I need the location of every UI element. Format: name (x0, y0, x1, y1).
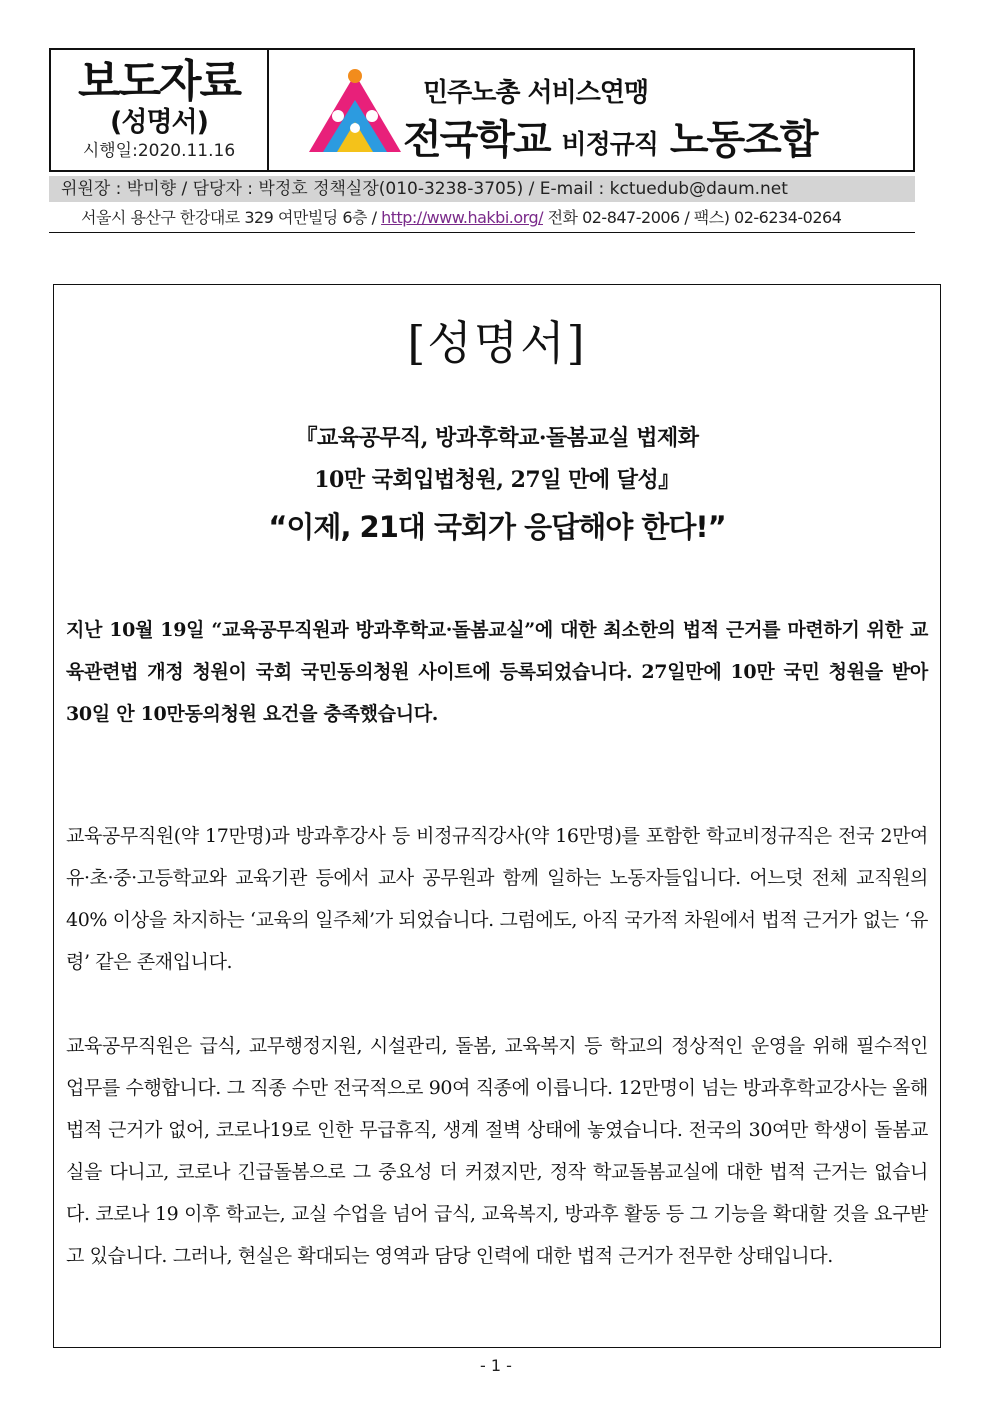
address-bar (49, 205, 915, 233)
union-name-part-3: 노동조합 (669, 117, 817, 163)
press-release-title: 보도자료 (77, 56, 240, 107)
statement-headline-quote: “이제, 21대 국회가 응답해야 한다!” (268, 510, 726, 544)
press-release-date: 시행일:2020.11.16 (82, 141, 236, 161)
union-federation-name: 민주노총 서비스연맹 (423, 78, 649, 108)
paragraph-2: 교육공무직원(약 17만명)과 방과후강사 등 비정규직강사(약 16만명)를 포함한 학교비정규직은 전국 2만여 유·초·중·고등학교와 교육기관 등에서 교사 공무원과 함께 일하는 노동자들입니다. 어느덧 전체 교직원의 40% 이상을 차지하는 ‘교육의 일주체’가 되었습니다. 그럼에도, 아직 국가적 차원에서 법적 근거가 없는 ‘유령’ 같은 존재입니다. (66, 825, 928, 973)
website-link[interactable]: http://www.hakbi.org/ (381, 208, 543, 227)
header-box (49, 48, 915, 172)
union-name-part-2: 비정규직 (561, 130, 658, 160)
union-logo-icon (305, 66, 405, 156)
phone-fax-text: 전화 02-847-2006 / 팩스) 02-6234-0264 (542, 208, 842, 227)
statement-subtitle-line-1: 『교육공무직, 방과후학교·돌봄교실 법제화 (295, 425, 699, 451)
union-logo-panel (269, 50, 913, 170)
union-name (403, 108, 816, 165)
press-label-panel (51, 50, 269, 170)
statement-title: [성명서] (407, 316, 587, 370)
contact-bar: 위원장 : 박미향 / 담당자 : 박정호 정책실장(010-3238-3705) / E-mail : kctuedub@daum.net (49, 176, 915, 202)
paragraph-1: 지난 10월 19일 “교육공무직원과 방과후학교·돌봄교실”에 대한 최소한의 법적 근거를 마련하기 위한 교육관련법 개정 청원이 국회 국민동의청원 사이트에 등록되었습니다. 27일만에 10만 국민 청원을 받아 30일 안 10만동의청원 요건을 충족했습니다. (66, 619, 928, 725)
union-name-part-1: 전국학교 (403, 117, 550, 163)
statement-box (53, 284, 941, 1348)
paragraph-3: 교육공무직원은 급식, 교무행정지원, 시설관리, 돌봄, 교육복지 등 학교의 정상적인 운영을 위해 필수적인 업무를 수행합니다. 그 직종 수만 전국적으로 90여 직종에 이릅니다. 12만명이 넘는 방과후학교강사는 올해 법적 근거가 없어, 코로나19로 인한 무급휴직, 생계 절벽 상태에 놓였습니다. 전국의 30여만 학생이 돌봄교실을 다니고, 코로나 긴급돌봄으로 그 중요성 더 커졌지만, 정작 학교돌봄교실에 대한 법적 근거는 없습니다. 코로나 19 이후 학교는, 교실 수업을 넘어 급식, 교육복지, 방과후 활동 등 그 기능을 확대할 것을 요구받고 있습니다. 그러나, 현실은 확대되는 영역과 담당 인력에 대한 법적 근거가 전무한 상태입니다. (66, 1035, 928, 1267)
page-number: - 1 - (480, 1356, 512, 1375)
address-text: 서울시 용산구 한강대로 329 여만빌딩 6층 / (81, 208, 382, 227)
statement-subtitle-line-2: 10만 국회입법청원, 27일 만에 달성』 (314, 467, 680, 493)
press-release-subtitle: (성명서) (110, 107, 208, 138)
